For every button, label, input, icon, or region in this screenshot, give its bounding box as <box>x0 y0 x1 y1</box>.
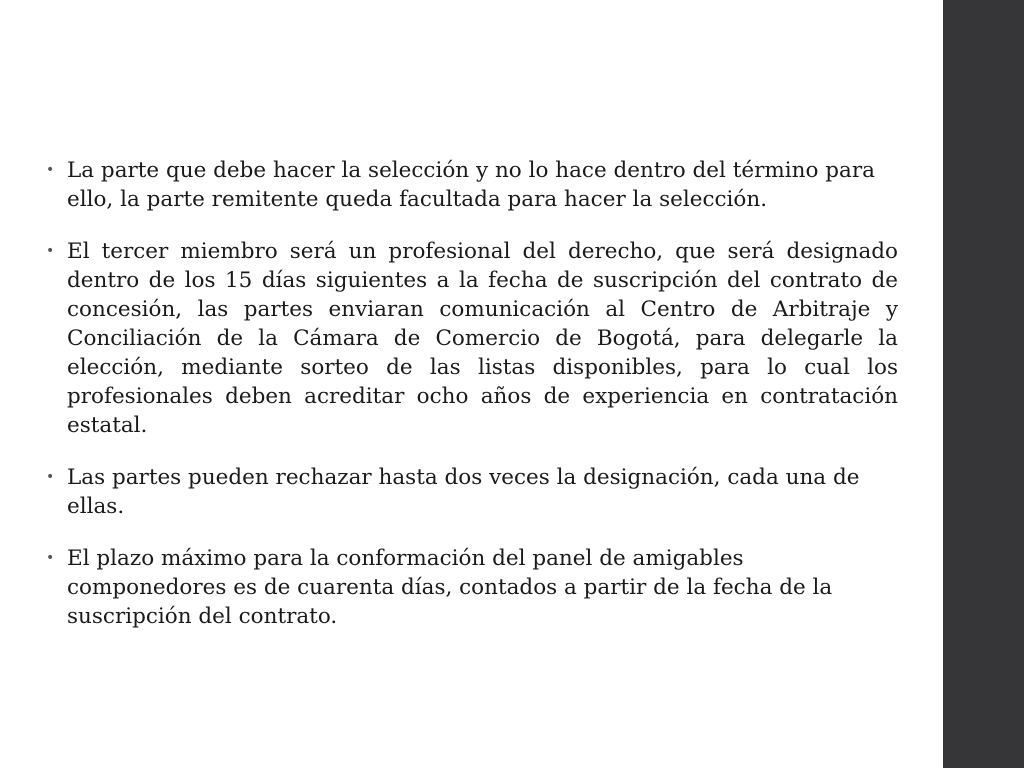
bullet-marker: • <box>46 550 55 566</box>
bullet-text: El tercer miembro será un profesional del derecho, que será designado dentro de los 15 días siguientes a la fecha de suscripción del contrato de concesión, las partes enviaran comunicación al Centro de Arbitraje y Conciliación de la Cámara de Comercio de Bogotá, para delegarle la elección, mediante sorteo de las listas disponibles, para lo cual los profesionales deben acreditar ocho años de experiencia en contratación estatal. <box>67 239 898 438</box>
bullet-item-plazo <box>46 544 898 631</box>
bullet-marker: • <box>46 162 55 178</box>
bullet-text: Las partes pueden rechazar hasta dos veces la designación, cada una de ellas. <box>67 465 860 519</box>
bullet-item-seleccion <box>46 156 898 214</box>
bullet-marker: • <box>46 469 55 485</box>
bullet-item-tercer-miembro <box>46 237 898 440</box>
bullet-marker: • <box>46 243 55 259</box>
side-band <box>943 0 1024 768</box>
bullet-item-rechazo <box>46 463 898 521</box>
bullet-text: El plazo máximo para la conformación del panel de amigables componedores es de cuarenta días, contados a partir de la fecha de la suscripción del contrato. <box>67 546 833 629</box>
bullet-text: La parte que debe hacer la selección y no lo hace dentro del término para ello, la parte remitente queda facultada para hacer la selección. <box>67 158 875 212</box>
bullet-list <box>46 156 898 654</box>
